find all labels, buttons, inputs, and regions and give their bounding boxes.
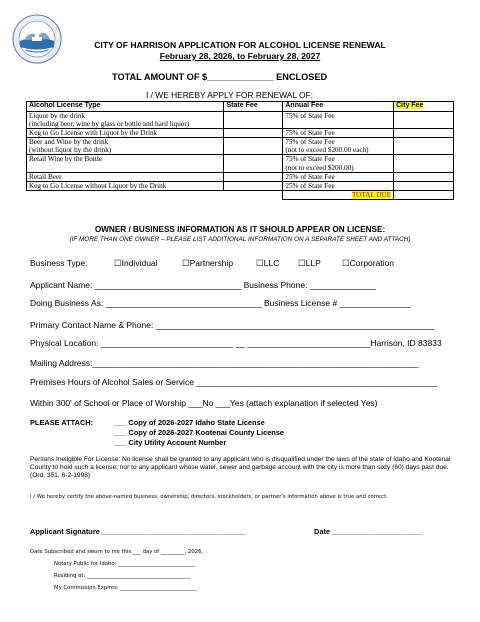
state-fee-cell[interactable] — [224, 155, 283, 172]
business-type-llc[interactable]: ☐LLC — [256, 258, 280, 268]
license-type-cell: Beer and Wine by the drink (without liquor by the drink) — [27, 138, 224, 155]
state-fee-cell[interactable] — [224, 129, 283, 138]
owner-section-subtitle: (IF MORE THAN ONE OWNER – PLEASE LIST ADDITIONAL INFORMATION ON A SEPARATE SHEET AND ATTACH) — [69, 236, 411, 243]
state-fee-cell[interactable] — [224, 181, 283, 190]
physical-location-field[interactable]: Physical Location: ____________________________ __ __________________________Harrison, ID 83833 — [30, 338, 442, 348]
applicant-name-field[interactable]: Applicant Name: _______________________________ Business Phone: ______________ — [30, 280, 376, 290]
license-type-cell: Retail Beer — [27, 172, 224, 181]
city-fee-cell[interactable] — [394, 138, 454, 155]
table-row — [27, 155, 454, 172]
table-row — [27, 138, 454, 155]
table-header-row — [27, 102, 454, 112]
sworn-date-field[interactable]: Date Subscribed and sworn to me this ___ day of _________, 2026. — [30, 549, 204, 555]
business-type-partnership[interactable]: ☐Partnership — [182, 258, 234, 268]
city-fee-cell[interactable] — [394, 181, 454, 190]
license-period: February 28, 2026, to February 28, 2027 — [159, 51, 321, 61]
residing-at-field[interactable]: Residing at: _______________________________________ — [54, 573, 191, 579]
owner-section-title: OWNER / BUSINESS INFORMATION AS IT SHOULD APPEAR ON LICENSE: — [94, 225, 386, 234]
table-row — [27, 112, 454, 129]
state-fee-cell[interactable] — [224, 172, 283, 181]
doing-business-as-field[interactable]: Doing Business As: _________________________________ Business License # _______________ — [30, 298, 411, 308]
annual-fee-cell: 75% of State Fee — [283, 112, 394, 129]
total-due-label: TOTAL DUE — [283, 190, 394, 199]
attach-item[interactable]: ___ Copy of 2026-2027 Idaho State License — [114, 418, 265, 427]
business-type-llp[interactable]: ☐LLP — [298, 258, 321, 268]
city-fee-cell[interactable] — [394, 112, 454, 129]
city-seal-logo — [12, 14, 62, 64]
license-type-cell: Retail Wine by the Bottle — [27, 155, 224, 172]
commission-expires-field[interactable]: My Commission Expires: _____________________________ — [54, 585, 198, 591]
state-fee-cell[interactable] — [224, 112, 283, 129]
premises-hours-field[interactable]: Premises Hours of Alcohol Sales or Service ___________________________________________________ — [30, 377, 438, 387]
certification-statement: I / We hereby certify the above-named business, ownership, directors, stockholders, or partner's information above is true and correct. — [30, 494, 388, 500]
license-fee-table — [26, 101, 454, 200]
signature-date-field[interactable]: Date ______________________ — [314, 527, 423, 536]
business-type-individual[interactable]: ☐Individual — [114, 258, 158, 268]
annual-fee-cell: 25% of State Fee — [283, 181, 394, 190]
license-type-cell: Keg to Go License with Liquor by the Drink — [27, 129, 224, 138]
column-header: State Fee — [224, 102, 283, 112]
license-type-cell: Liquor by the drink (including beer, wine by glass or bottle and hard liquor) — [27, 112, 224, 129]
table-row — [27, 172, 454, 181]
business-type-corporation[interactable]: ☐Corporation — [342, 258, 395, 268]
state-fee-cell[interactable] — [224, 138, 283, 155]
school-proximity-field[interactable]: Within 300' of School or Place of Worship ___No ___Yes (attach explanation if selected Yes) — [30, 398, 378, 408]
table-row — [27, 129, 454, 138]
business-type-label: Business Type: — [30, 258, 88, 268]
total-due-cell[interactable] — [394, 190, 454, 199]
license-type-cell: Keg to Go License without Liquor by the Drink — [27, 181, 224, 190]
total-row — [27, 190, 454, 199]
notary-public-field[interactable]: Notary Public for Idaho: _____________________________ — [54, 561, 195, 567]
applicant-signature-field[interactable]: Applicant Signature ___________________________________ — [30, 527, 246, 536]
city-fee-cell[interactable] — [394, 172, 454, 181]
annual-fee-cell: 75% of State Fee (not to exceed $200.00 each) — [283, 138, 394, 155]
total-enclosed-field[interactable]: TOTAL AMOUNT OF $_____________ ENCLOSED — [112, 72, 328, 82]
city-fee-cell[interactable] — [394, 155, 454, 172]
column-header: Alcohol License Type — [27, 102, 224, 112]
annual-fee-cell: 75% of State Fee — [283, 129, 394, 138]
table-row — [27, 181, 454, 190]
mailing-address-field[interactable]: Mailing Address:_____________________________________________________________________ — [30, 358, 419, 368]
column-header: Annual Fee — [283, 102, 394, 112]
attach-item[interactable]: ___ Copy of 2026-2027 Kootenai County License — [114, 428, 285, 437]
annual-fee-cell: 25% of State Fee — [283, 172, 394, 181]
attach-label: PLEASE ATTACH: — [30, 418, 94, 427]
renewal-heading: I / WE HEREBY APPLY FOR RENEWAL OF: — [146, 90, 313, 100]
form-title: CITY OF HARRISON APPLICATION FOR ALCOHOL LICENSE RENEWAL — [94, 40, 386, 50]
city-fee-cell[interactable] — [394, 129, 454, 138]
column-header — [394, 102, 454, 112]
annual-fee-cell: 75% of State Fee (not to exceed $200.00) — [283, 155, 394, 172]
ineligible-notice: Persons Ineligible For License: No license shall be granted to any applicant who is disqualified under the laws of the state of Idaho and Kootenai County to hold such a license, nor to any applicant whose water, sewer and garbage account with the city is more than sixty (60) days past due. (Ord. 351, 6-2-1998) — [30, 456, 451, 480]
attach-item[interactable]: ___ City Utility Account Number — [114, 438, 227, 447]
city-fee-header: City Fee — [396, 102, 424, 109]
primary-contact-field[interactable]: Primary Contact Name & Phone: ___________________________________________________________ — [30, 320, 435, 330]
